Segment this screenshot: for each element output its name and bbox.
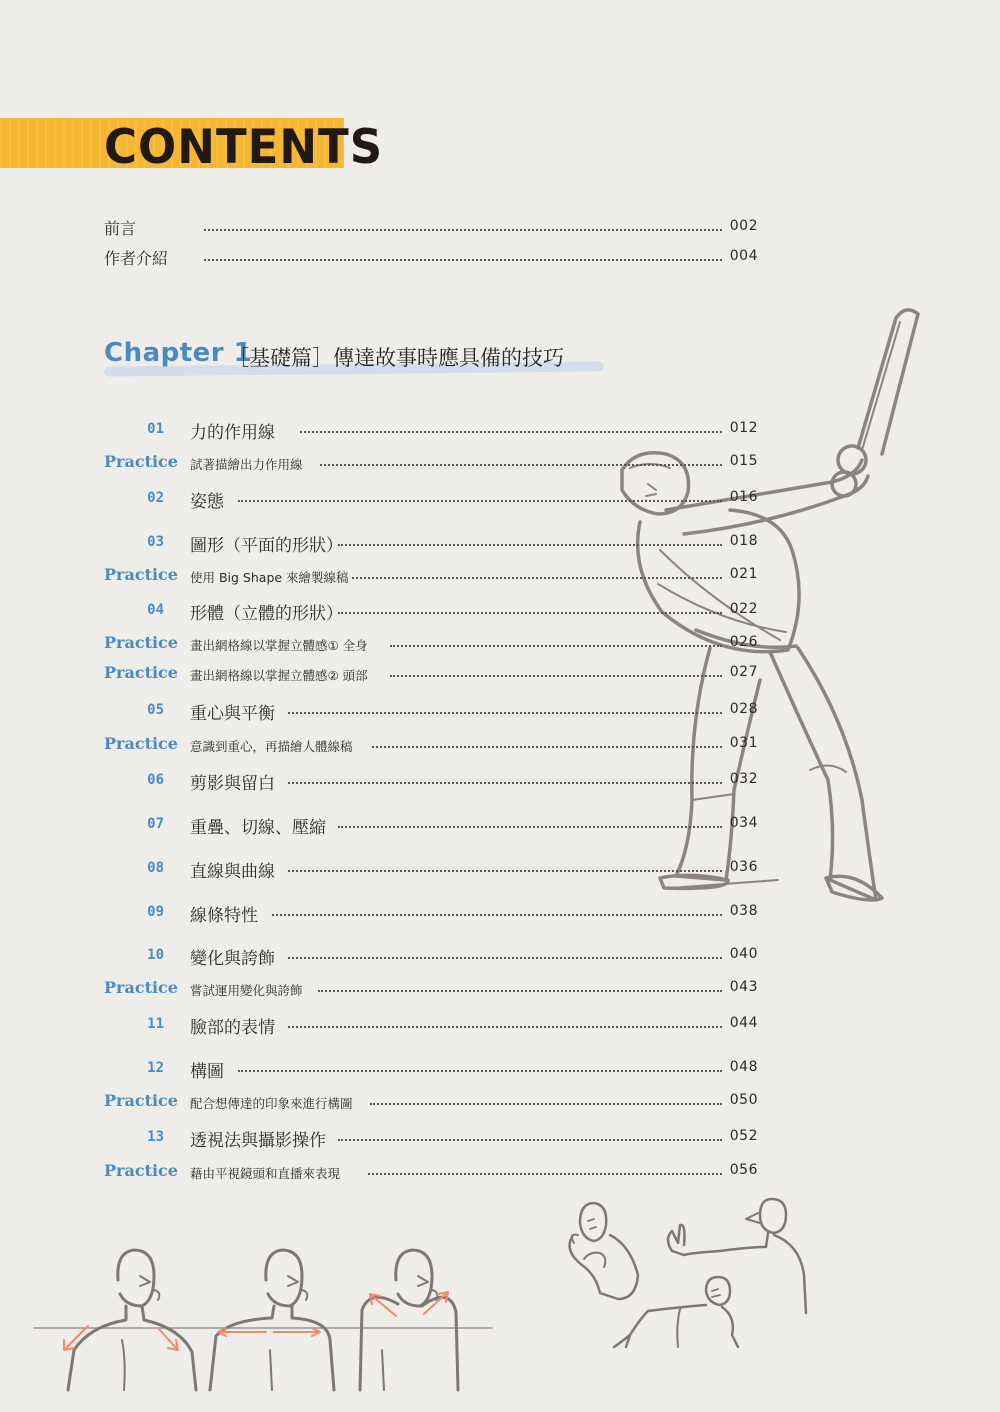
- toc-row-practice[interactable]: [104, 564, 764, 588]
- practice-title: 使用 Big Shape 來繪製線稿: [190, 570, 349, 585]
- section-number: 13: [147, 1129, 164, 1145]
- page-number: 048: [729, 1059, 758, 1075]
- practice-label: Practice: [104, 452, 178, 471]
- page-number: 018: [729, 533, 758, 549]
- toc-row[interactable]: [104, 944, 764, 968]
- practice-title: 意識到重心，再描繪人體線稿: [190, 739, 353, 754]
- leader-dots: [288, 870, 722, 872]
- leader-dots: [204, 229, 722, 231]
- leader-dots: [352, 577, 722, 579]
- section-title: 臉部的表情: [190, 1018, 275, 1038]
- toc-row[interactable]: [104, 1013, 764, 1037]
- shoulder-posture-sketches: [30, 1240, 500, 1400]
- page-number: 040: [729, 946, 758, 962]
- page-number: 004: [729, 248, 758, 264]
- leader-dots: [238, 1070, 722, 1072]
- page-number: 027: [729, 664, 758, 680]
- leader-dots: [288, 712, 722, 714]
- leader-dots: [372, 746, 722, 748]
- toc-row-practice[interactable]: [104, 1090, 764, 1114]
- page-number: 036: [729, 859, 758, 875]
- section-title: 剪影與留白: [190, 774, 275, 794]
- section-number: 08: [147, 860, 164, 876]
- leader-dots: [238, 500, 722, 502]
- page-number: 032: [729, 771, 758, 787]
- practice-label: Practice: [104, 663, 178, 682]
- leader-dots: [204, 259, 722, 261]
- practice-title: 藉由平視鏡頭和直播來表現: [190, 1166, 341, 1181]
- toc-row-practice[interactable]: [104, 632, 764, 656]
- toc-row-practice[interactable]: [104, 1160, 764, 1184]
- section-number: 03: [147, 534, 164, 550]
- toc-row[interactable]: [104, 813, 764, 837]
- practice-title: 配合想傳達的印象來進行構圖: [190, 1096, 353, 1111]
- leader-dots: [320, 464, 722, 466]
- toc-row[interactable]: [104, 1126, 764, 1150]
- practice-label: Practice: [104, 565, 178, 584]
- leader-dots: [390, 645, 722, 647]
- section-number: 01: [147, 421, 164, 437]
- page-number: 012: [729, 420, 758, 436]
- section-title: 構圖: [190, 1062, 224, 1082]
- section-title: 透視法與攝影操作: [190, 1131, 326, 1151]
- page-number: 034: [729, 815, 758, 831]
- section-number: 11: [147, 1016, 164, 1032]
- practice-label: Practice: [104, 633, 178, 652]
- chapter-heading: [104, 338, 614, 380]
- page-number: 028: [729, 701, 758, 717]
- toc-row-practice[interactable]: [104, 977, 764, 1001]
- page-number: 026: [729, 634, 758, 650]
- section-title: 直線與曲線: [190, 862, 275, 882]
- section-number: 09: [147, 904, 164, 920]
- leader-dots: [300, 431, 722, 433]
- toc-row-practice[interactable]: [104, 662, 764, 686]
- toc-row[interactable]: [104, 531, 764, 555]
- toc-row[interactable]: [104, 418, 764, 442]
- chapter-title: ［基礎篇］傳達故事時應具備的技巧: [228, 346, 564, 370]
- section-title: 姿態: [190, 492, 224, 512]
- leader-dots: [318, 990, 722, 992]
- leader-dots: [288, 782, 722, 784]
- toc-row[interactable]: [104, 699, 764, 723]
- section-title: 形體（立體的形狀）: [190, 604, 343, 624]
- page-number: 002: [729, 218, 758, 234]
- section-title: 力的作用線: [190, 423, 275, 443]
- section-title: 變化與誇飾: [190, 949, 275, 969]
- section-title: 線條特性: [190, 906, 258, 926]
- section-number: 07: [147, 816, 164, 832]
- contents-title: CONTENTS: [104, 118, 384, 175]
- toc-row[interactable]: [104, 857, 764, 881]
- section-number: 02: [147, 490, 164, 506]
- front-matter-row[interactable]: [104, 216, 764, 240]
- page-number: 022: [729, 601, 758, 617]
- section-number: 06: [147, 772, 164, 788]
- front-matter-label: 前言: [104, 219, 137, 238]
- leader-dots: [338, 826, 722, 828]
- page-number: 031: [729, 735, 758, 751]
- practice-label: Practice: [104, 978, 178, 997]
- page-number: 021: [729, 566, 758, 582]
- page-number: 043: [729, 979, 758, 995]
- section-number: 04: [147, 602, 164, 618]
- section-title: 圖形（平面的形狀）: [190, 536, 343, 556]
- leader-dots: [338, 612, 722, 614]
- section-number: 12: [147, 1060, 164, 1076]
- toc-row-practice[interactable]: [104, 733, 764, 757]
- section-number: 10: [147, 947, 164, 963]
- gesture-figures-sketch: [560, 1195, 820, 1370]
- page-number: 016: [729, 489, 758, 505]
- page-number: 056: [729, 1162, 758, 1178]
- front-matter-row[interactable]: [104, 246, 764, 270]
- practice-label: Practice: [104, 1161, 178, 1180]
- leader-dots: [272, 914, 722, 916]
- leader-dots: [390, 675, 722, 677]
- practice-label: Practice: [104, 1091, 178, 1110]
- chapter-label: Chapter 1: [104, 338, 253, 368]
- practice-label: Practice: [104, 734, 178, 753]
- practice-title: 嘗試運用變化與誇飾: [190, 983, 303, 998]
- section-number: 05: [147, 702, 164, 718]
- leader-dots: [288, 1026, 722, 1028]
- front-matter-label: 作者介紹: [104, 249, 169, 268]
- leader-dots: [370, 1103, 722, 1105]
- leader-dots: [368, 1173, 722, 1175]
- leader-dots: [338, 1139, 722, 1141]
- contents-banner: [0, 118, 384, 175]
- toc-row[interactable]: [104, 769, 764, 793]
- toc-row[interactable]: [104, 599, 764, 623]
- leader-dots: [338, 544, 722, 546]
- page-number: 044: [729, 1015, 758, 1031]
- toc-row-practice[interactable]: [104, 451, 764, 475]
- section-title: 重心與平衡: [190, 704, 275, 724]
- page-number: 038: [729, 903, 758, 919]
- toc-row[interactable]: [104, 487, 764, 511]
- toc-row[interactable]: [104, 1057, 764, 1081]
- page-number: 050: [729, 1092, 758, 1108]
- practice-title: 畫出網格線以掌握立體感② 頭部: [190, 668, 368, 683]
- toc-row[interactable]: [104, 901, 764, 925]
- practice-title: 畫出網格線以掌握立體感① 全身: [190, 638, 368, 653]
- section-title: 重疊、切線、壓縮: [190, 818, 326, 838]
- page-number: 052: [729, 1128, 758, 1144]
- practice-title: 試著描繪出力作用線: [190, 457, 303, 472]
- page-number: 015: [729, 453, 758, 469]
- leader-dots: [288, 957, 722, 959]
